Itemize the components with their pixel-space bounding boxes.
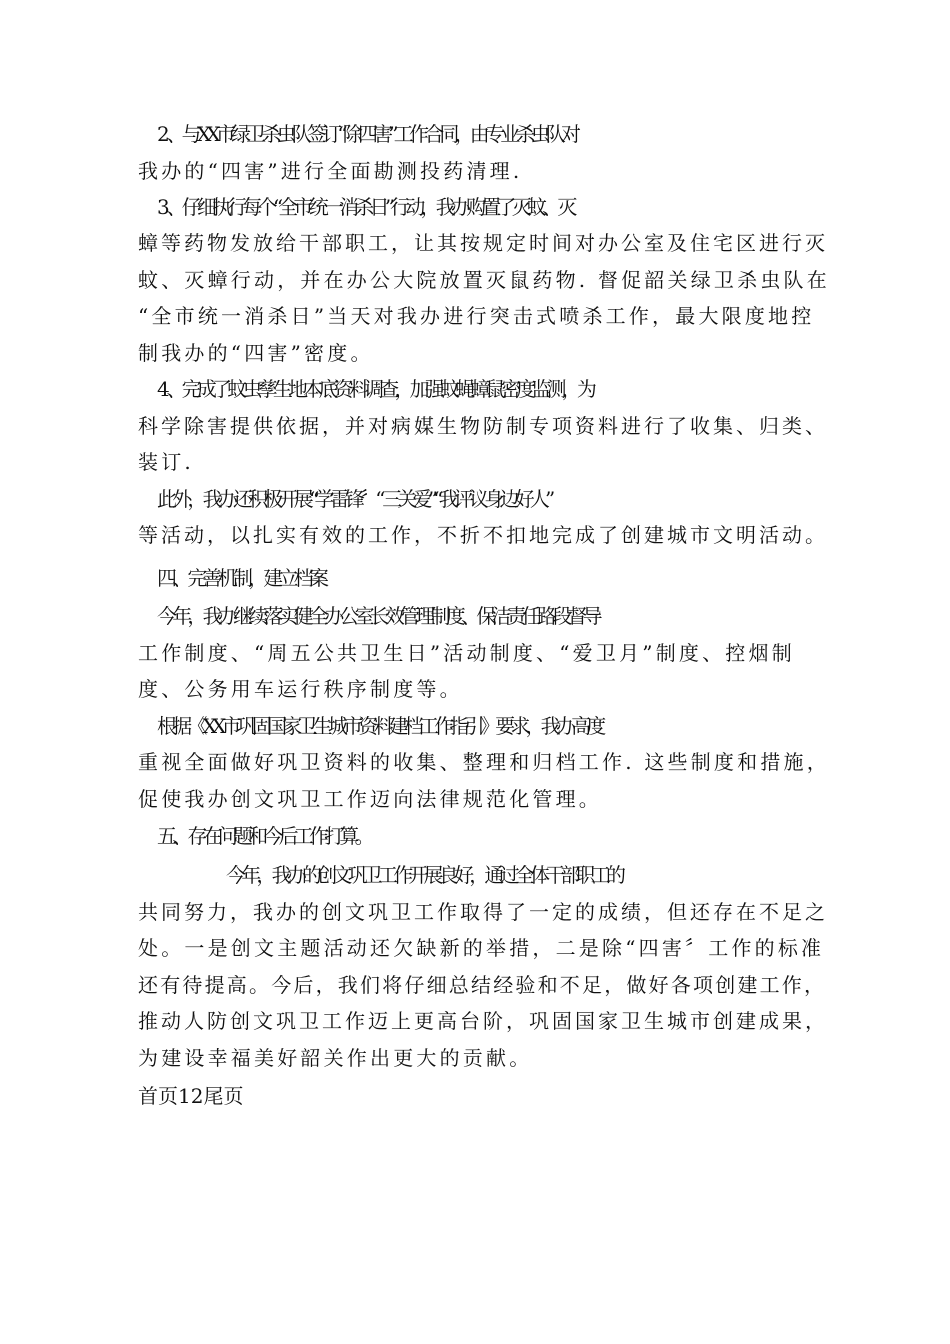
paragraph-line: 推动人防创文巩卫工作迈上更高台阶，巩固国家卫生城市创建成果， xyxy=(138,1009,828,1033)
paragraph-line: 制我办的“四害”密度。 xyxy=(138,341,374,365)
paragraph-line: “全市统一消杀日”当天对我办进行突击式喷杀工作，最大限度地控 xyxy=(138,304,815,328)
section-heading: 五、存在问题和今后工作打算。 xyxy=(157,824,370,848)
paragraph-line: 2 、与XX市绿卫杀虫队签订“除四害”工作合同，由专业杀虫队对 xyxy=(157,122,577,146)
paragraph-line: 3 、仔细执行每个“全市统一消杀日”行动，我办购置了灭蚊、灭 xyxy=(157,195,573,219)
paragraph-line: 根据《XX市巩固国家卫生城市资料建档工作指引》要求，我办高度 xyxy=(157,714,602,738)
paragraph-line: 共同努力，我办的创文巩卫工作取得了一定的成绩，但还存在不足之 xyxy=(138,900,828,924)
section-heading: 四、完善机制，建立档案 xyxy=(157,566,325,590)
paragraph-line: 度、公务用车运行秩序制度等。 xyxy=(138,677,463,701)
paragraph-line: 等活动，以扎实有效的工作，不折不扣地完成了创建城市文明活动。 xyxy=(138,523,828,547)
paragraph-line: 今年，我办的创文巩卫工作开展良好，通过全体干部职工的 xyxy=(226,863,622,887)
paragraph-line: 为建设幸福美好韶关作出更大的贡献。 xyxy=(138,1046,533,1070)
paragraph-line: 还有待提高。今后，我们将仔细总结经验和不足，做好各项创建工作， xyxy=(138,973,827,997)
paragraph-line: 重视全面做好巩卫资料的收集、整理和归档工作. 这些制度和措施， xyxy=(138,750,830,774)
paragraph-line: 此外，我办还积极开展“学雷锋〞“ 三关爱”“我评议身边好人” xyxy=(157,487,551,511)
paragraph-line: 处。一是创文主题活动还欠缺新的举措，二是除“四害〞工作的标准 xyxy=(138,936,825,960)
paragraph-line: 科学除害提供依据，并对病媒生物防制专项资料进行了收集、归类、 xyxy=(138,414,828,438)
paragraph-line: 蟑等药物发放给干部职工，让其按规定时间对办公室及住宅区进行灭 xyxy=(138,231,828,255)
paragraph-line: 我办的“四害”进行全面勘测投药清理. xyxy=(138,159,523,183)
paragraph-line: 促使我办创文巩卫工作迈向法律规范化管理。 xyxy=(138,787,602,811)
paragraph-line: 工作制度、“周五公共卫生日”活动制度、“爱卫月”制度、控烟制 xyxy=(138,641,795,665)
paragraph-line: 4 、完成了蚊虫孳生地本底资料调查，加强蚊蝇蟑鼠密度监测，为 xyxy=(157,377,593,401)
paragraph-line: 蚊、灭蟑行动，并在办公大院放置灭鼠药物. 督促韶关绿卫杀虫队在 xyxy=(138,268,830,292)
paragraph-line: 今年，我办继续落实健全办公室长效管理制度、保洁责任路段督导 xyxy=(157,604,598,628)
page-footer: 首页12尾页 xyxy=(138,1084,244,1108)
paragraph-line: 装订. xyxy=(138,450,194,474)
